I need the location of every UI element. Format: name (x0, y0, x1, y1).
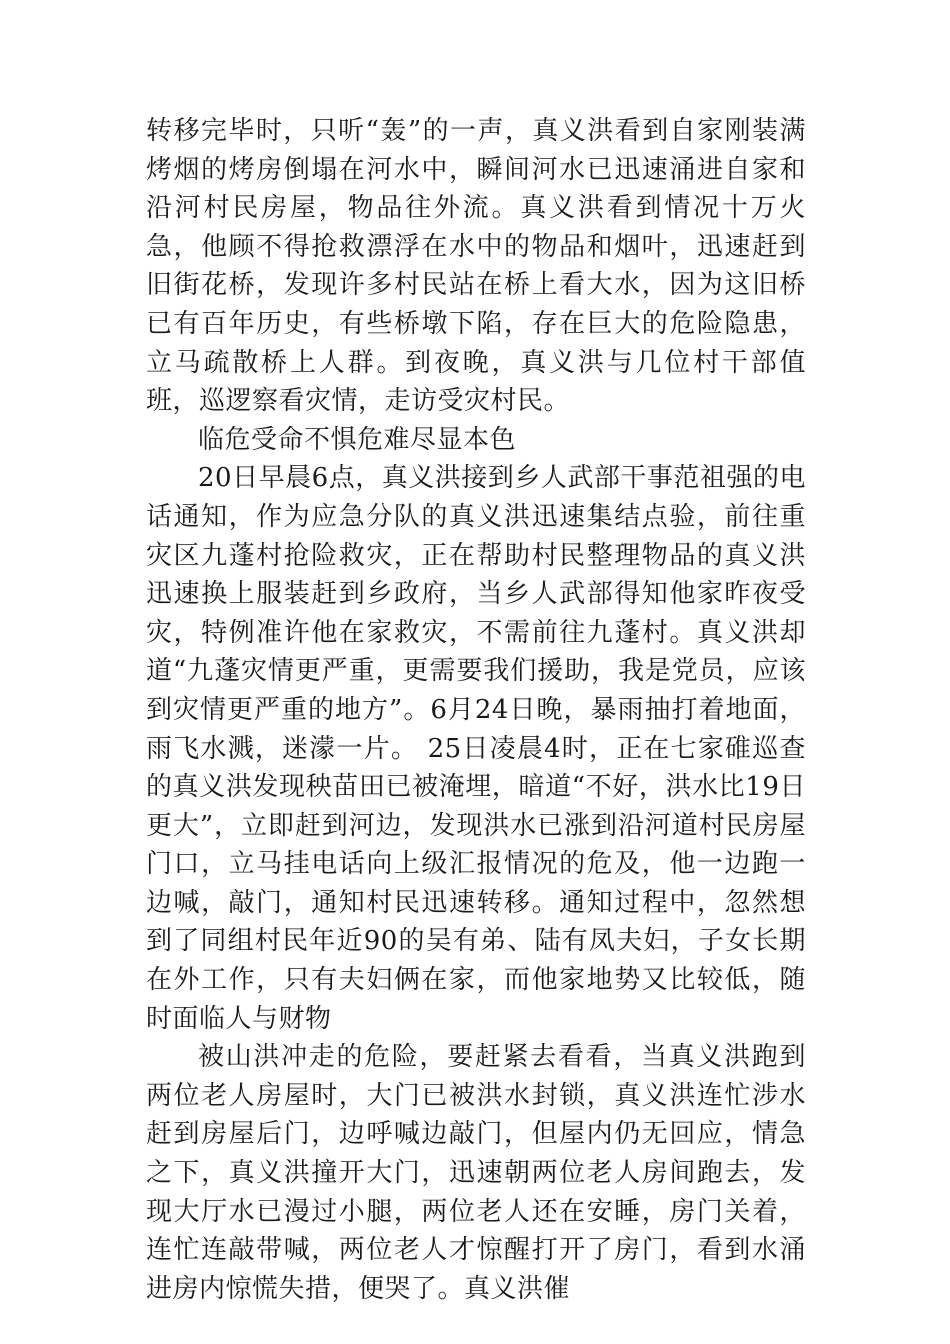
paragraph-rescue: 被山洪冲走的危险，要赶紧去看看，当真义洪跑到两位老人房屋时，大门已被洪水封锁，真义洪连忙涉水赶到房屋后门，边呼喊边敲门，但屋内仍无回应，情急之下，真义洪撞开大门，迅速朝两位老人房间跑去，发现大厅水已漫过小腿，两位老人还在安睡，房门关着，连忙连敲带喊，两位老人才惊醒打开了房门，看到水涌进房内惊慌失措，便哭了。真义洪催 (146, 1042, 806, 1304)
paragraph-continued: 转移完毕时，只听“轰”的一声，真义洪看到自家刚装满烤烟的烤房倒塌在河水中，瞬间河水已迅速涌进自家和沿河村民房屋，物品往外流。真义洪看到情况十万火急，他顾不得抢救漂浮在水中的物品和烟叶，迅速赶到旧街花桥，发现许多村民站在桥上看大水，因为这旧桥已有百年历史，有些桥墩下陷，存在巨大的危险隐患，立马疏散桥上人群。到夜晚，真义洪与几位村干部值班，巡逻察看灾情，走访受灾村民。 (146, 116, 806, 417)
paragraph-main: 20日早晨6点，真义洪接到乡人武部干事范祖强的电话通知，作为应急分队的真义洪迅速集结点验，前往重灾区九蓬村抢险救灾，正在帮助村民整理物品的真义洪迅速换上服装赶到乡政府，当乡人武部得知他家昨夜受灾，特例准许他在家救灾，不需前往九蓬村。真义洪却道“九蓬灾情更严重，更需要我们援助，我是党员，应该到灾情更严重的地方”。6月24日晚，暴雨抽打着地面，雨飞水溅，迷濛一片。 25日凌晨4时，正在七家碓巡查的真义洪发现秧苗田已被淹埋，暗道“不好，洪水比19日更大”，立即赶到河边，发现洪水已涨到沿河道村民房屋门口，立马挂电话向上级汇报情况的危及，他一边跑一边喊，敲门，通知村民迅速转移。通知过程中，忽然想到了同组村民年近90的吴有弟、陆有凤夫妇，子女长期在外工作，只有夫妇俩在家，而他家地势又比较低，随时面临人与财物 (146, 463, 806, 1034)
document-page (146, 112, 806, 1308)
section-heading: 临危受命不惧危难尽显本色 (198, 424, 517, 455)
